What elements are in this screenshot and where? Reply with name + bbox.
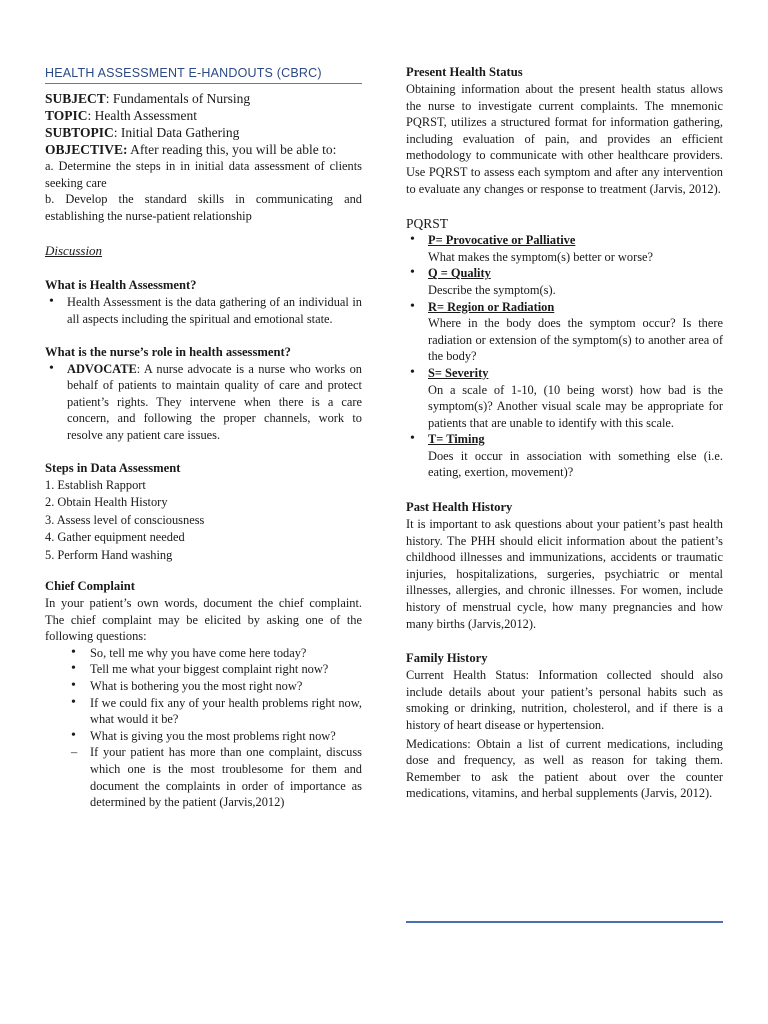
step-item: 5. Perform Hand washing <box>45 547 173 562</box>
step-item: 2. Obtain Health History <box>45 495 168 510</box>
chief-heading: Chief Complaint <box>45 579 135 594</box>
pqrst-item: • P= Provocative or Palliative What makes the symptom(s) better or worse? <box>406 232 723 265</box>
document-title: HEALTH ASSESSMENT E-HANDOUTS (CBRC) <box>45 64 362 84</box>
present-heading: Present Health Status <box>406 65 523 79</box>
objective-a: a. Determine the steps in in initial data assessment of clients seeking care <box>45 159 362 190</box>
what-is-bullet: • Health Assessment is the data gathering of an individual in all aspects including the spiritual and emotional state. <box>45 294 362 327</box>
present-text: Obtaining information about the present health status allows the nurse to investigate current complaints. The mnemonic PQRST, utilizes a structured format for information gathering, including evaluation of pain, and provides an efficient methodology to communicate with other healthcare providers. Use PQRST to assess each symptom and after any intervention to evaluate any changes or response to treatment (Jarvis, 2012). <box>406 82 723 196</box>
advocate-bullet: • ADVOCATE: A nurse advocate is a nurse who works on behalf of patients to maintain quality of care and protect patient’s rights. They intervene when there is a care concern, and following the proper channels, work to resolve any patient care issues. <box>45 361 362 444</box>
steps-heading: Steps in Data Assessment <box>45 460 181 475</box>
step-item: 3. Assess level of consciousness <box>45 512 205 527</box>
left-column <box>45 64 362 811</box>
past-heading: Past Health History <box>406 500 513 515</box>
topic-line: TOPIC: Health Assessment <box>45 108 198 123</box>
pqrst-item: • R= Region or Radiation Where in the body does the symptom occur? Is there radiation or extension of the symptom(s) to another area of the body? <box>406 299 723 365</box>
chief-intro: In your patient’s own words, document the chief complaint. The chief complaint may be elicited by asking one of the following questions: <box>45 596 362 644</box>
pqrst-item: • Q = Quality Describe the symptom(s). <box>406 265 723 298</box>
family-text-current: Current Health Status: Information collected should also include details about your patient’s personal habits such as smoking or drinking, nutrition, cholesterol, and if there is a history of heart disease or hypertension. <box>406 668 723 732</box>
chief-question: • If we could fix any of your health problems right now, what would it be? <box>45 695 362 728</box>
chief-question: • So, tell me why you have come here today? <box>45 645 362 662</box>
objective-b: b. Develop the standard skills in communicating and establishing the nurse-patient relationship <box>45 192 362 223</box>
chief-question: • What is bothering you the most right now? <box>45 678 362 695</box>
right-column <box>406 64 723 802</box>
subject-line: SUBJECT: Fundamentals of Nursing <box>45 91 251 106</box>
chief-question: • Tell me what your biggest complaint right now? <box>45 661 362 678</box>
what-is-heading: What is Health Assessment? <box>45 278 197 293</box>
pqrst-item: • S= Severity On a scale of 1-10, (10 being worst) how bad is the symptom(s)? Another visual scale may be appropriate for patients that are unable to identify with this scale. <box>406 365 723 431</box>
chief-question: • What is giving you the most problems right now? <box>45 728 362 745</box>
family-text-medications: Medications: Obtain a list of current medications, including dose and frequency, as well as reason for taking them. Remember to ask the patient about over the counter medications, vitamins, and herbal supplements (Jarvis, 2012). <box>406 736 723 801</box>
step-item: 4. Gather equipment needed <box>45 530 185 545</box>
pqrst-heading: PQRST <box>406 216 449 232</box>
pqrst-item: • T= Timing Does it occur in association with something else (i.e. eating, exertion, movement)? <box>406 431 723 481</box>
nurse-role-heading: What is the nurse’s role in health assessment? <box>45 344 291 359</box>
past-text: It is important to ask questions about your patient’s past health history. The PHH should elicit information about the patient’s childhood illnesses and immunizations, accidents or traumatic injuries, hospitalizations, surgeries, psychiatric or mental illnesses, allergies, and chronic illnesses. For women, include history of menstrual cycle, how many pregnancies and how many births (Jarvis,2012). <box>406 517 723 631</box>
step-item: 1. Establish Rapport <box>45 477 146 492</box>
chief-dash-note: – If your patient has more than one complaint, discuss which one is the most troublesome for them and document the complaints in order of importance as determined by the patient (Jarvis,2012) <box>45 744 362 810</box>
footer-divider <box>406 921 723 923</box>
family-heading: Family History <box>406 651 488 666</box>
subtopic-line: SUBTOPIC: Initial Data Gathering <box>45 125 240 140</box>
discussion-label: Discussion <box>45 243 103 259</box>
objective-line: OBJECTIVE: After reading this, you will be able to: <box>45 142 337 157</box>
